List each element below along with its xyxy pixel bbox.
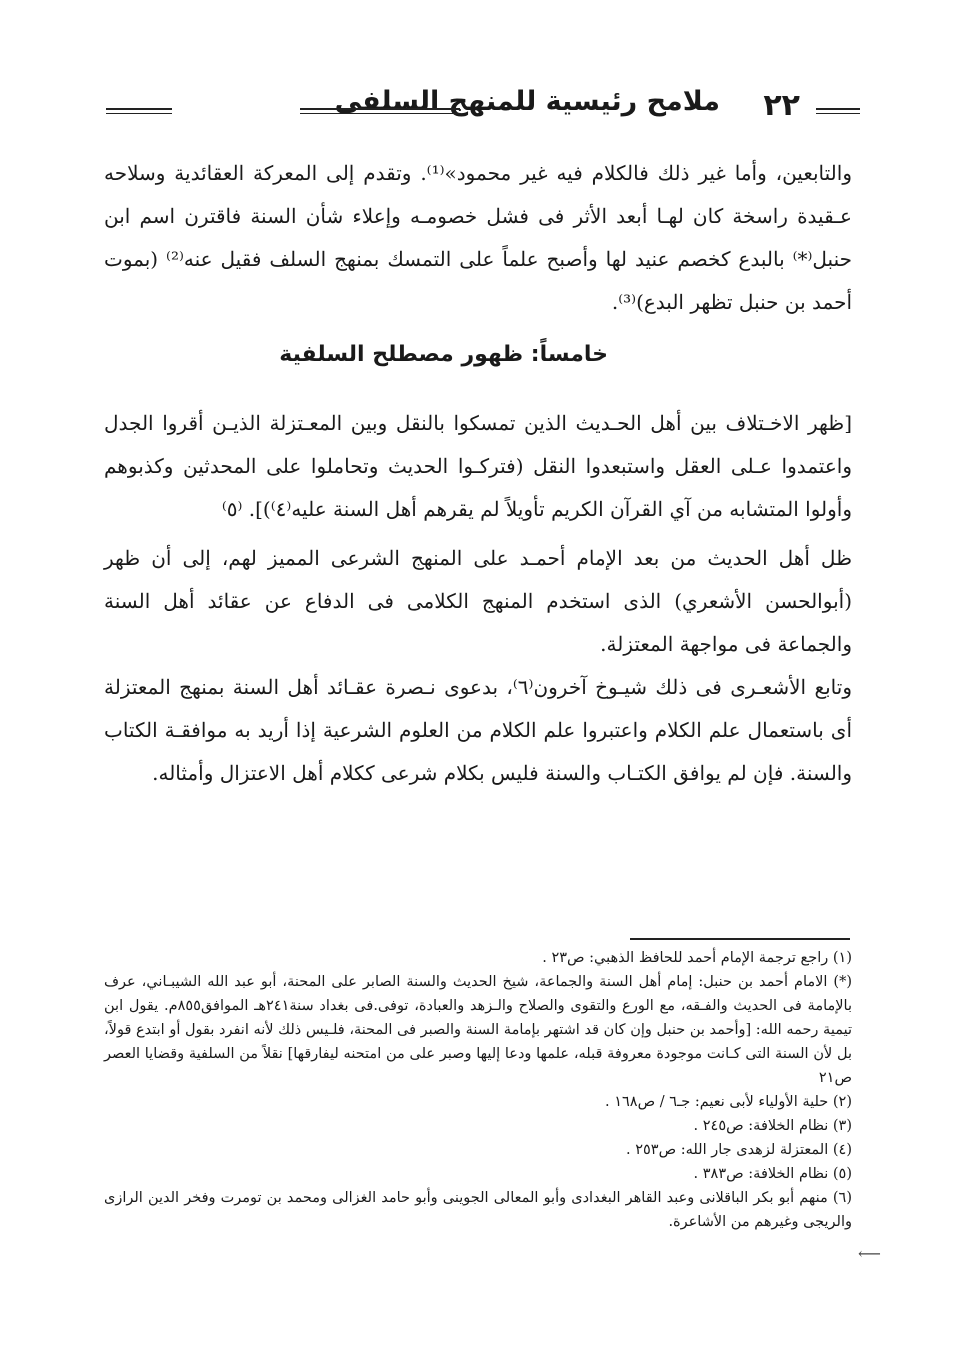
footnotes: [104, 946, 852, 1234]
paragraph-3-text: ظل أهل الحديث من بعد الإمام أحمـد على المنهج الشرعى المميز لهم، إلى أن ظهر (أبوالحسن الأشعري) الذى استخدم المنهج الكلامى فى الدفاع عن عقائد أهل السنة والجماعة فى مواجهة المعتزلة.: [104, 546, 853, 656]
paragraph-2-text: [ظهر الاخـتلاف بين أهل الحـديث الذين تمسكوا بالنقل وبين المعـتزلة الذيـن أقروا الجدل واعتمدوا عـلى العقل واستبعدوا النقل (فتركـوا الحديث وتحاملوا على المحدثين وكذبوهم وأولوا المتشابه من آي القرآن الكريم تأويلاً لم يقرهم أهل السنة عليه⁽٤⁾)]. ⁽٥⁾: [104, 411, 852, 521]
handwritten-arrow-icon: ⟵: [858, 1244, 881, 1263]
running-title: ملامح رئيسية للمنهج السلفى: [334, 86, 720, 117]
footnote-3: (٣) نظام الخلافة: ص٢٤٥ .: [693, 1118, 852, 1134]
page-number: ٢٢: [763, 88, 800, 123]
paragraph-4: [104, 666, 852, 795]
footnote-5: (٥) نظام الخلافة: ص٣٨٣ .: [693, 1166, 852, 1182]
section-heading: خامساً: ظهور مصطلح السلفية: [279, 342, 608, 367]
footnote-2: (٢) حلية الأولياء لأبى نعيم: جـ٦ / ص١٦٨ .: [605, 1094, 852, 1110]
header-rule-left: [106, 108, 172, 114]
paragraph-1-text: والتابعين، وأما غير ذلك فالكلام فيه غير محمود»⁽¹⁾. وتقدم إلى المعركة العقائدية وسلاحه عـقيدة راسخة كان لهـا أبعد الأثر فى فشل خصومـه وإعلاء شأن السنة فاقترن اسم ابن حنبل⁽*⁾ بالبدع كخصم عنيد لها وأصبح علماً على التمسك بمنهج السلف فقيل عنه⁽²⁾ (بموت أحمد بن حنبل تظهر البدع)⁽³⁾.: [104, 161, 852, 314]
footnote-separator: [630, 938, 850, 940]
header-rule-middle: [300, 108, 460, 114]
paragraph-3: [104, 537, 852, 666]
footnote-6: (٦) منهم أبو بكر الباقلانى وعبد القاهر البغدادى وأبو المعالى الجوينى وأبو حامد الغزالى ومحمد بن تومرت وفخر الدين الرازى والريجى وغيرهم من الأشاعرة.: [104, 1190, 852, 1230]
paragraph-2: [104, 402, 852, 531]
footnote-star: (*) الامام أحمد بن حنبل: إمام أهل السنة والجماعة، شيخ الحديث والسنة الصابر على المحنة، أبو عبد الله الشيبـاني، عرف بالإمامة فى الحديث والفـقه، مع الورع والتقوى والصلاح والـزهد والعبادة، توفى.فى بغداد سنة٢٤١هـ الموافق٨٥٥م. يقول ابن تيمية رحمه الله: [وأحمد بن حنبل وإن كان قد اشتهر بإمامة السنة والصبر فى المحنة، فلـيس ذلك لأنه انفرد بقول أو ابتدع قولاً، بل لأن السنة التى كـانت موجودة معروفة قبله، علمها ودعا إليها وصبر على من امتحنه ليفارقها] نقلاً من السلفية وقضايا العصر ص٢١: [104, 974, 852, 1086]
paragraph-1: [104, 152, 852, 324]
footnote-4: (٤) المعتزلة لزهدى جار الله: ص٢٥٣ .: [625, 1142, 852, 1158]
footnote-1: (١) راجع ترجمة الإمام أحمد للحافظ الذهبي: ص٢٣ .: [542, 950, 852, 966]
page-header: [100, 86, 860, 130]
paragraph-4-text: وتابع الأشعـرى فى ذلك شيـوخ آخرون⁽٦⁾، بدعوى نـصرة عقـائد أهل السنة بمنهج المعتزلة أى باستعمال علم الكلام واعتبروا علم الكلام من العلوم الشرعية إذا أريد به موافقـة الكتاب والسنة. فإن لم يوافق الكتـاب والسنة فليس بكلام شرعى ككلام أهل الاعتزال وأمثاله.: [104, 675, 853, 785]
header-rule-right: [816, 108, 860, 114]
